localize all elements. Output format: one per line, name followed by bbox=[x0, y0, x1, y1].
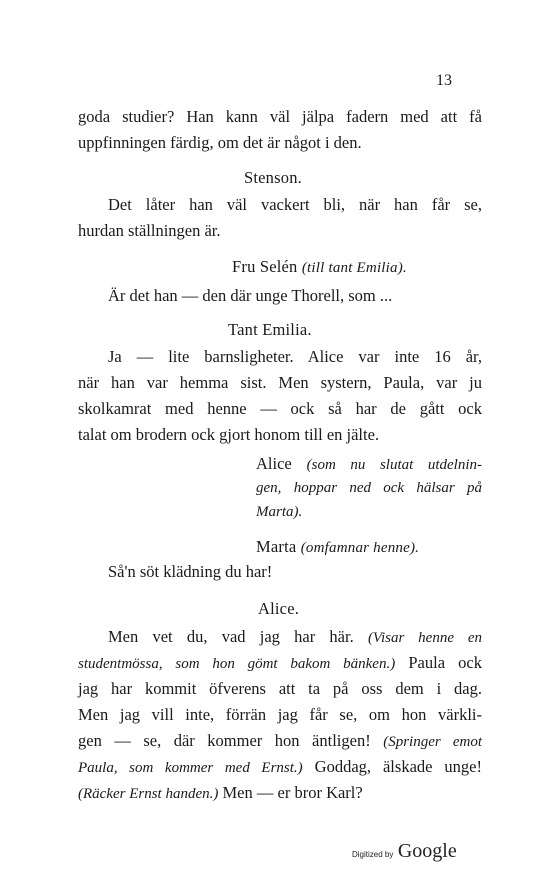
stage-direction: gen, hoppar ned ock hälsar på bbox=[256, 480, 482, 496]
text-line: Är det han — den där unge Thorell, som ... bbox=[108, 286, 393, 305]
stage-direction: (omfamnar henne). bbox=[300, 540, 420, 556]
speaker-name: Fru Selén bbox=[232, 257, 298, 276]
stage-direction: Marta). bbox=[256, 504, 303, 520]
watermark-prefix: Digitized by bbox=[352, 850, 394, 859]
digitized-by-google-watermark bbox=[352, 840, 457, 863]
dialogue-text: Men vet du, vad jag har här. bbox=[108, 627, 354, 646]
stage-direction: (Springer emot bbox=[383, 734, 483, 750]
text-line: Men jag vill inte, förrän jag får se, om hon värkli- bbox=[78, 705, 482, 724]
text-line: jag har kommit öfverens att ta på oss dem i dag. bbox=[78, 679, 482, 698]
text-line bbox=[78, 754, 482, 781]
text-line bbox=[78, 780, 482, 807]
stage-direction: (Visar henne en bbox=[367, 630, 482, 646]
text-line: när han var hemma sist. Men systern, Paula, var ju bbox=[78, 373, 482, 392]
speaker-name: Stenson. bbox=[244, 168, 302, 187]
dialogue-text: Paula ock bbox=[408, 653, 482, 672]
text-line: talat om brodern ock gjort honom till en jälte. bbox=[78, 425, 380, 444]
speaker-name: Marta bbox=[256, 537, 297, 556]
dialogue-text: Men — er bror Karl? bbox=[222, 783, 363, 802]
text-line: goda studier? Han kann väl jälpa fadern med att få bbox=[78, 107, 482, 126]
text-line bbox=[78, 728, 482, 755]
text-line bbox=[78, 650, 482, 677]
text-line: hurdan ställningen är. bbox=[78, 221, 221, 240]
text-line: Det låter han väl vackert bli, när han får se, bbox=[108, 195, 482, 214]
stage-direction: Paula, som kommer med Ernst.) bbox=[78, 760, 303, 776]
stage-direction: studentmössa, som hon gömt bakom bänken.) bbox=[78, 656, 396, 672]
text-line: uppfinningen färdig, om det är något i den. bbox=[78, 133, 362, 152]
text-line: Ja — lite barnsligheter. Alice var inte 16 år, bbox=[108, 347, 482, 366]
stage-direction: (som nu slutat utdelnin- bbox=[306, 457, 482, 473]
stage-direction: (till tant Emilia). bbox=[301, 260, 407, 276]
text-line: Så'n söt klädning du har! bbox=[108, 562, 273, 581]
speaker-line bbox=[256, 534, 419, 561]
dialogue-text: Goddag, älskade unge! bbox=[314, 757, 482, 776]
speaker-line bbox=[232, 254, 407, 281]
speaker-name: Alice bbox=[256, 454, 292, 473]
google-logo: Google bbox=[397, 840, 457, 862]
dialogue-text: gen — se, där kommer hon äntligen! bbox=[78, 731, 371, 750]
page-number: 13 bbox=[436, 72, 452, 89]
speaker-name: Alice. bbox=[258, 599, 300, 618]
text-line bbox=[108, 624, 482, 651]
text-line: skolkamrat med henne — ock så har de gått ock bbox=[78, 399, 482, 418]
speaker-name: Tant Emilia. bbox=[228, 320, 312, 339]
stage-direction: (Räcker Ernst handen.) bbox=[78, 786, 219, 802]
speaker-line bbox=[256, 452, 482, 477]
